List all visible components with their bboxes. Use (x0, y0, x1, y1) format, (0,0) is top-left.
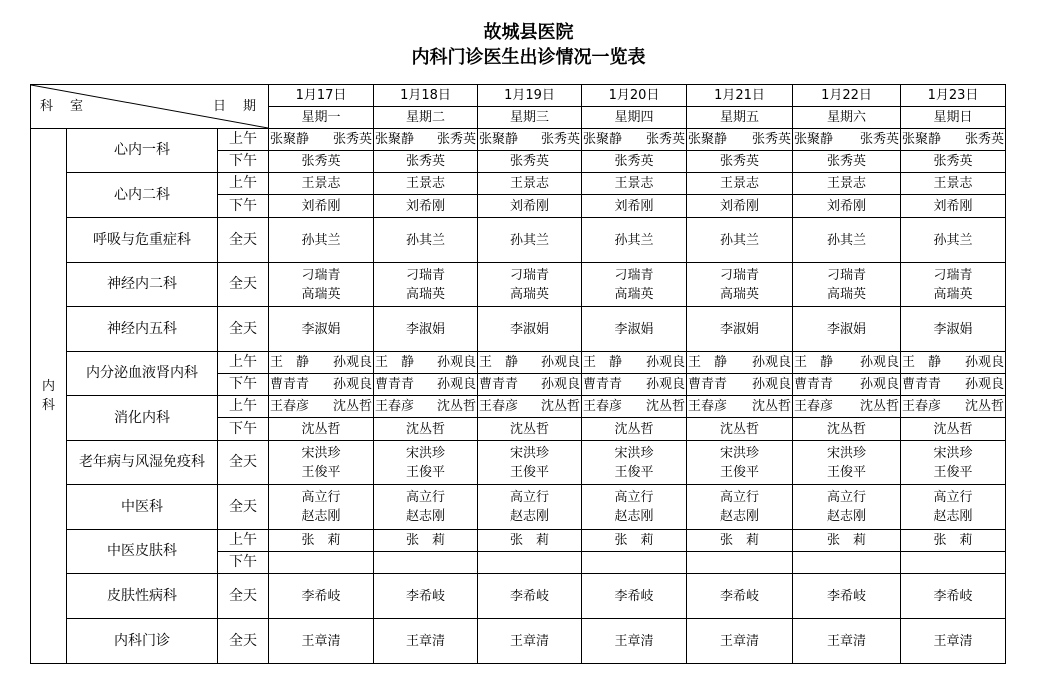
doctor-name: 孙观良 (646, 355, 686, 370)
doctor-cell (687, 352, 793, 374)
doctor-cell: 张秀英 (374, 151, 478, 173)
doctor-cell: 张秀英 (793, 151, 901, 173)
doctor-cell: 沈丛哲 (687, 418, 793, 441)
department-name: 神经内二科 (67, 263, 218, 307)
doctor-pair (901, 130, 1005, 149)
department-name: 老年病与风湿免疫科 (67, 441, 218, 485)
doctor-name: 沈丛哲 (437, 399, 477, 414)
doctor-name: 张聚静 (375, 132, 415, 147)
doctor-pair (901, 353, 1005, 372)
doctor-cell (374, 374, 478, 396)
doctor-name: 曹青青 (902, 377, 942, 392)
doctor-cell: 李淑娟 (901, 307, 1006, 352)
date-cell: 1月23日 (901, 85, 1006, 107)
doctor-cell: 李淑娟 (582, 307, 687, 352)
doctor-name: 曹青青 (583, 377, 623, 392)
doctor-cell: 王章清 (478, 619, 582, 664)
doctor-cell: 张 莉 (901, 530, 1006, 552)
department-name: 神经内五科 (67, 307, 218, 352)
doctor-cell: 王章清 (374, 619, 478, 664)
doctor-name: 曹青青 (688, 377, 728, 392)
weekday-cell: 星期一 (269, 107, 374, 129)
doctor-name: 曹青青 (794, 377, 834, 392)
doctor-name: 宋洪珍 (720, 445, 760, 461)
doctor-name: 沈丛哲 (752, 399, 792, 414)
doctor-pair (901, 397, 1005, 416)
doctor-name: 孙观良 (646, 377, 686, 392)
doctor-cell: 王景志 (374, 173, 478, 195)
doctor-name: 刁瑞青 (510, 267, 550, 283)
weekday-cell: 星期日 (901, 107, 1006, 129)
doctor-cell (687, 441, 793, 485)
doctor-cell: 刘希刚 (687, 195, 793, 218)
doctor-cell (793, 441, 901, 485)
doctor-cell: 沈丛哲 (901, 418, 1006, 441)
doctor-pair (478, 375, 581, 394)
doctor-cell (374, 129, 478, 151)
doctor-name: 王 静 (375, 355, 415, 370)
doctor-cell (687, 374, 793, 396)
hospital-name: 故城县医院 (483, 22, 574, 43)
doctor-name: 赵志刚 (827, 509, 867, 524)
doctor-cell (478, 263, 582, 307)
doctor-name: 曹青青 (375, 377, 415, 392)
doctor-cell (793, 263, 901, 307)
doctor-cell: 张秀英 (478, 151, 582, 173)
doctor-cell: 李希岐 (374, 574, 478, 619)
doctor-cell (793, 552, 901, 574)
doctor-cell: 王景志 (901, 173, 1006, 195)
doctor-cell (901, 352, 1006, 374)
doctor-name: 赵志刚 (933, 509, 973, 524)
doctor-cell (687, 396, 793, 418)
doctor-cell: 王章清 (269, 619, 374, 664)
table-title: 内科门诊医生出诊情况一览表 (411, 47, 646, 68)
doctor-pair (582, 375, 686, 394)
date-cell: 1月22日 (793, 85, 901, 107)
doctor-name: 沈丛哲 (333, 399, 373, 414)
weekday-cell: 星期六 (793, 107, 901, 129)
department-name: 内科门诊 (67, 619, 218, 664)
doctor-name: 王 静 (583, 355, 623, 370)
doctor-name: 高立行 (720, 490, 760, 505)
doctor-name: 刁瑞青 (614, 267, 654, 283)
doctor-cell: 刘希刚 (901, 195, 1006, 218)
doctor-name: 张秀英 (437, 132, 477, 147)
doctor-name: 孙观良 (965, 355, 1005, 370)
doctor-cell (478, 129, 582, 151)
doctor-name: 王春彦 (794, 399, 834, 414)
department-name: 中医皮肤科 (67, 530, 218, 574)
doctor-cell (793, 352, 901, 374)
department-name: 皮肤性病科 (67, 574, 218, 619)
doctor-name: 高瑞英 (406, 286, 446, 302)
doctor-name: 宋洪珍 (614, 445, 654, 461)
doctor-cell (901, 396, 1006, 418)
doctor-cell: 孙其兰 (374, 218, 478, 263)
doctor-name: 赵志刚 (301, 509, 341, 524)
doctor-name: 孙观良 (333, 355, 373, 370)
doctor-cell: 沈丛哲 (374, 418, 478, 441)
doctor-name: 王俊平 (720, 464, 760, 480)
doctor-cell (374, 552, 478, 574)
doctor-name: 孙观良 (437, 355, 477, 370)
doctor-cell: 刘希刚 (793, 195, 901, 218)
doctor-cell (793, 129, 901, 151)
doctor-cell: 刘希刚 (374, 195, 478, 218)
doctor-name: 张聚静 (583, 132, 623, 147)
doctor-cell: 李淑娟 (687, 307, 793, 352)
doctor-name: 王俊平 (406, 464, 446, 480)
doctor-name: 王俊平 (827, 464, 867, 480)
doctor-name: 王春彦 (688, 399, 728, 414)
doctor-cell: 王景志 (793, 173, 901, 195)
department-name: 心内一科 (67, 129, 218, 173)
doctor-cell (901, 263, 1006, 307)
doctor-cell: 沈丛哲 (269, 418, 374, 441)
doctor-name: 王 静 (902, 355, 942, 370)
doctor-cell: 孙其兰 (269, 218, 374, 263)
department-name: 呼吸与危重症科 (67, 218, 218, 263)
doctor-cell: 孙其兰 (793, 218, 901, 263)
doctor-cell: 孙其兰 (478, 218, 582, 263)
doctor-cell (582, 129, 687, 151)
doctor-cell (582, 396, 687, 418)
doctor-cell (478, 552, 582, 574)
doctor-name: 沈丛哲 (646, 399, 686, 414)
doctor-cell: 李希岐 (793, 574, 901, 619)
doctor-name: 刁瑞青 (720, 267, 760, 283)
doctor-name: 王 静 (479, 355, 519, 370)
doctor-name: 高立行 (933, 490, 973, 505)
doctor-name: 高立行 (406, 490, 446, 505)
session-label: 全天 (218, 307, 269, 352)
doctor-name: 张聚静 (270, 132, 310, 147)
doctor-name: 宋洪珍 (510, 445, 550, 461)
session-label: 下午 (218, 151, 269, 173)
doctor-cell: 孙其兰 (687, 218, 793, 263)
session-label: 上午 (218, 530, 269, 552)
doctor-cell: 孙其兰 (582, 218, 687, 263)
doctor-cell: 李淑娟 (269, 307, 374, 352)
doctor-name: 宋洪珍 (827, 445, 867, 461)
doctor-cell: 刘希刚 (478, 195, 582, 218)
doctor-cell (478, 396, 582, 418)
doctor-pair (793, 375, 900, 394)
doctor-name: 王春彦 (583, 399, 623, 414)
doctor-name: 高立行 (614, 490, 654, 505)
doctor-cell (374, 263, 478, 307)
doctor-name: 宋洪珍 (406, 445, 446, 461)
session-label: 上午 (218, 129, 269, 151)
doctor-pair (374, 130, 477, 149)
doctor-pair (901, 375, 1005, 394)
corner-header (31, 85, 269, 129)
doctor-name: 孙观良 (860, 355, 900, 370)
doctor-cell: 张 莉 (374, 530, 478, 552)
session-label: 全天 (218, 441, 269, 485)
doctor-name: 张聚静 (794, 132, 834, 147)
doctor-cell (478, 352, 582, 374)
doctor-cell (269, 263, 374, 307)
doctor-name: 王俊平 (933, 464, 973, 480)
doctor-name: 沈丛哲 (541, 399, 581, 414)
doctor-cell: 张秀英 (269, 151, 374, 173)
session-label: 上午 (218, 396, 269, 418)
doctor-cell (478, 441, 582, 485)
doctor-name: 刁瑞青 (933, 267, 973, 283)
session-label: 全天 (218, 218, 269, 263)
doctor-cell: 李希岐 (582, 574, 687, 619)
doctor-name: 王春彦 (270, 399, 310, 414)
doctor-name: 王春彦 (375, 399, 415, 414)
doctor-cell: 沈丛哲 (478, 418, 582, 441)
doctor-cell (793, 396, 901, 418)
doctor-name: 曹青青 (270, 377, 310, 392)
doctor-pair (269, 397, 373, 416)
doctor-cell (269, 485, 374, 530)
doctor-cell: 张秀英 (582, 151, 687, 173)
doctor-name: 赵志刚 (614, 509, 654, 524)
doctor-name: 张秀英 (646, 132, 686, 147)
doctor-name: 高立行 (827, 490, 867, 505)
doctor-cell (582, 352, 687, 374)
doctor-name: 曹青青 (479, 377, 519, 392)
doctor-cell (269, 441, 374, 485)
doctor-cell: 李希岐 (901, 574, 1006, 619)
doctor-pair (478, 130, 581, 149)
doctor-name: 赵志刚 (720, 509, 760, 524)
doctor-name: 高瑞英 (827, 286, 867, 302)
session-label: 全天 (218, 574, 269, 619)
doctor-pair (374, 397, 477, 416)
doctor-pair (374, 375, 477, 394)
session-label: 上午 (218, 173, 269, 195)
doctor-cell: 刘希刚 (269, 195, 374, 218)
doctor-name: 宋洪珍 (301, 445, 341, 461)
doctor-pair (478, 353, 581, 372)
doctor-cell: 刘希刚 (582, 195, 687, 218)
doctor-name: 张聚静 (688, 132, 728, 147)
date-cell: 1月19日 (478, 85, 582, 107)
doctor-cell (793, 374, 901, 396)
doctor-cell: 王景志 (478, 173, 582, 195)
doctor-pair (687, 397, 792, 416)
doctor-pair (478, 397, 581, 416)
weekday-cell: 星期五 (687, 107, 793, 129)
doctor-cell: 张秀英 (687, 151, 793, 173)
doctor-pair (687, 375, 792, 394)
doctor-name: 宋洪珍 (933, 445, 973, 461)
doctor-name: 孙观良 (965, 377, 1005, 392)
doctor-pair (374, 353, 477, 372)
doctor-name: 孙观良 (752, 377, 792, 392)
department-name: 内分泌血液肾内科 (67, 352, 218, 396)
doctor-cell: 沈丛哲 (793, 418, 901, 441)
doctor-cell: 王景志 (582, 173, 687, 195)
doctor-name: 高立行 (510, 490, 550, 505)
doctor-pair (269, 353, 373, 372)
department-name: 中医科 (67, 485, 218, 530)
session-label: 上午 (218, 352, 269, 374)
doctor-name: 孙观良 (541, 377, 581, 392)
doctor-cell (269, 374, 374, 396)
doctor-cell: 张 莉 (478, 530, 582, 552)
session-label: 下午 (218, 195, 269, 218)
doctor-name: 高瑞英 (301, 286, 341, 302)
doctor-name: 孙观良 (437, 377, 477, 392)
doctor-name: 张秀英 (333, 132, 373, 147)
doctor-pair (269, 130, 373, 149)
doctor-name: 高瑞英 (614, 286, 654, 302)
doctor-name: 王俊平 (510, 464, 550, 480)
doctor-cell (582, 263, 687, 307)
doctor-name: 孙观良 (333, 377, 373, 392)
doctor-cell (687, 129, 793, 151)
doctor-cell: 王章清 (793, 619, 901, 664)
doctor-cell: 李希岐 (478, 574, 582, 619)
doctor-cell: 李淑娟 (793, 307, 901, 352)
doctor-cell: 张秀英 (901, 151, 1006, 173)
doctor-name: 沈丛哲 (965, 399, 1005, 414)
doctor-cell (901, 374, 1006, 396)
doctor-cell (374, 485, 478, 530)
doctor-cell: 沈丛哲 (582, 418, 687, 441)
doctor-cell (901, 441, 1006, 485)
doctor-name: 孙观良 (541, 355, 581, 370)
doctor-pair (793, 397, 900, 416)
date-cell: 1月18日 (374, 85, 478, 107)
doctor-name: 王俊平 (301, 464, 341, 480)
doctor-cell (901, 552, 1006, 574)
doctor-name: 王 静 (270, 355, 310, 370)
doctor-cell: 王景志 (687, 173, 793, 195)
doctor-cell (374, 441, 478, 485)
doctor-pair (793, 130, 900, 149)
doctor-name: 王春彦 (479, 399, 519, 414)
doctor-name: 高瑞英 (510, 286, 550, 302)
doctor-cell (374, 352, 478, 374)
doctor-name: 赵志刚 (510, 509, 550, 524)
doctor-name: 高瑞英 (933, 286, 973, 302)
doctor-name: 高瑞英 (720, 286, 760, 302)
doctor-cell (582, 441, 687, 485)
doctor-name: 王春彦 (902, 399, 942, 414)
doctor-pair (269, 375, 373, 394)
doctor-cell (478, 374, 582, 396)
doctor-name: 王俊平 (614, 464, 654, 480)
doctor-name: 张秀英 (541, 132, 581, 147)
weekday-cell: 星期四 (582, 107, 687, 129)
doctor-cell: 张 莉 (793, 530, 901, 552)
doctor-cell (687, 485, 793, 530)
weekday-cell: 星期二 (374, 107, 478, 129)
doctor-cell: 孙其兰 (901, 218, 1006, 263)
doctor-cell (582, 374, 687, 396)
doctor-name: 赵志刚 (406, 509, 446, 524)
doctor-pair (582, 397, 686, 416)
doctor-name: 张秀英 (965, 132, 1005, 147)
session-label: 下午 (218, 374, 269, 396)
doctor-name: 王 静 (688, 355, 728, 370)
session-label: 下午 (218, 418, 269, 441)
doctor-cell: 张 莉 (582, 530, 687, 552)
department-name: 消化内科 (67, 396, 218, 441)
doctor-pair (582, 353, 686, 372)
doctor-cell (269, 396, 374, 418)
date-cell: 1月20日 (582, 85, 687, 107)
doctor-pair (793, 353, 900, 372)
doctor-cell: 李淑娟 (478, 307, 582, 352)
doctor-cell (374, 396, 478, 418)
doctor-cell: 李希岐 (269, 574, 374, 619)
doctor-cell (793, 485, 901, 530)
doctor-name: 刁瑞青 (827, 267, 867, 283)
doctor-name: 张秀英 (860, 132, 900, 147)
doctor-cell: 李淑娟 (374, 307, 478, 352)
doctor-cell: 王章清 (687, 619, 793, 664)
doctor-cell (269, 552, 374, 574)
doctor-cell: 李希岐 (687, 574, 793, 619)
doctor-cell: 王章清 (582, 619, 687, 664)
date-cell: 1月17日 (269, 85, 374, 107)
doctor-cell (687, 263, 793, 307)
doctor-name: 孙观良 (752, 355, 792, 370)
doctor-pair (687, 353, 792, 372)
doctor-cell (687, 552, 793, 574)
doctor-cell: 张 莉 (269, 530, 374, 552)
session-label: 全天 (218, 485, 269, 530)
doctor-name: 高立行 (301, 490, 341, 505)
doctor-cell: 张 莉 (687, 530, 793, 552)
doctor-cell: 王章清 (901, 619, 1006, 664)
doctor-cell (582, 485, 687, 530)
session-label: 下午 (218, 552, 269, 574)
category-char: 内 (41, 379, 55, 394)
doctor-cell (269, 352, 374, 374)
doctor-pair (582, 130, 686, 149)
doctor-cell (901, 485, 1006, 530)
doctor-name: 张秀英 (752, 132, 792, 147)
category-cell (31, 129, 67, 664)
doctor-pair (687, 130, 792, 149)
doctor-name: 张聚静 (902, 132, 942, 147)
weekday-cell: 星期三 (478, 107, 582, 129)
date-header-label: 日 期 (213, 99, 259, 114)
dept-header-label: 科 室 (40, 99, 86, 114)
session-label: 全天 (218, 263, 269, 307)
department-name: 心内二科 (67, 173, 218, 218)
doctor-name: 孙观良 (860, 377, 900, 392)
doctor-cell: 王景志 (269, 173, 374, 195)
doctor-name: 张聚静 (479, 132, 519, 147)
doctor-name: 刁瑞青 (406, 267, 446, 283)
category-char: 科 (41, 398, 55, 413)
doctor-cell (582, 552, 687, 574)
doctor-cell (478, 485, 582, 530)
session-label: 全天 (218, 619, 269, 664)
doctor-name: 沈丛哲 (860, 399, 900, 414)
doctor-cell (901, 129, 1006, 151)
date-cell: 1月21日 (687, 85, 793, 107)
schedule-table (30, 84, 1006, 664)
doctor-name: 王 静 (794, 355, 834, 370)
doctor-cell (269, 129, 374, 151)
doctor-name: 刁瑞青 (301, 267, 341, 283)
